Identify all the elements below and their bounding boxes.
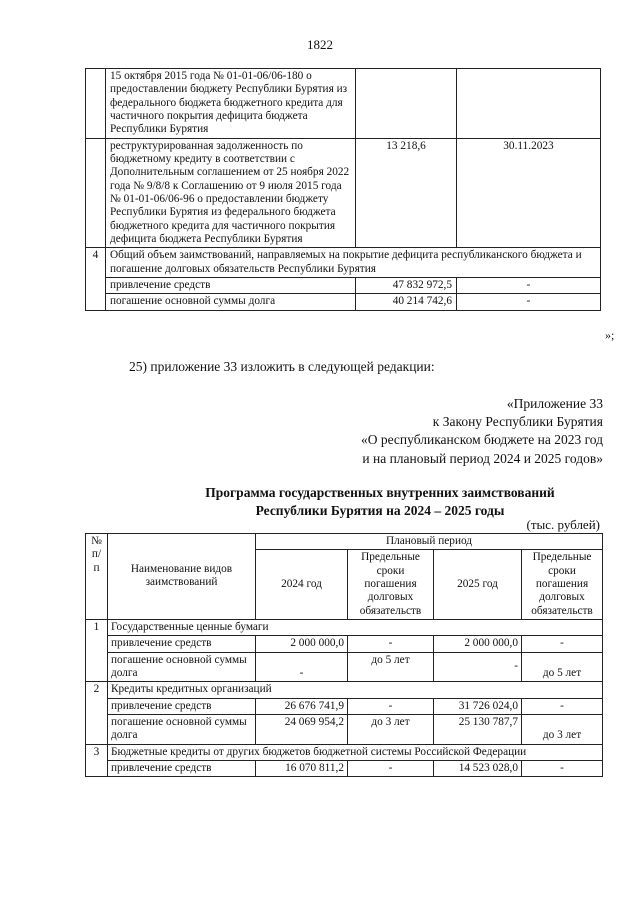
header-2025: 2025 год (434, 550, 522, 620)
amount-cell: 13 218,6 (356, 138, 457, 248)
table-row (86, 277, 601, 293)
section-title: Государственные ценные бумаги (108, 619, 603, 635)
section-row (86, 682, 603, 698)
row-description: реструктурированная задолженность по бюджетному кредиту в соответствии с Дополнительным соглашением от 25 ноября 2022 года № 9/8/8 к Соглашению от 9 июля 2015 года № 01-01-06/06-96 о предоставлении бюджету Республики Бурятия из федерального бюджета бюджетного кредита для частичного покрытия дефицита бюджета Республики Бурятия (105, 138, 355, 248)
value-2025: 14 523 028,0 (434, 760, 522, 776)
amendment-item: 25) приложение 33 изложить в следующей редакции: (129, 359, 435, 374)
row-number-cell (86, 69, 106, 139)
header-terms-2025: Предельные сроки погашения долговых обязательств (522, 550, 603, 620)
program-title-line: Республики Бурятия на 2024 – 2025 годы (255, 502, 505, 518)
table-row (86, 248, 601, 278)
terms-2024: - (348, 698, 434, 714)
header-terms-2024: Предельные сроки погашения долговых обязательств (348, 550, 434, 620)
section-title: Кредиты кредитных организаций (108, 682, 603, 698)
date-cell: - (457, 277, 601, 293)
units-label: (тыс. рублей) (526, 517, 600, 532)
date-cell (457, 69, 601, 139)
appendix-line: «Приложение 33 (506, 396, 603, 411)
terms-2024: - (348, 760, 434, 776)
row-label: погашение основной суммы долга (105, 294, 355, 310)
value-2024: 24 069 954,2 (256, 714, 348, 744)
terms-2025: - (522, 636, 603, 652)
amount-cell: 40 214 742,6 (356, 294, 457, 310)
table-row (86, 760, 603, 776)
section-number: 4 (86, 248, 106, 310)
value-2025: 31 726 024,0 (434, 698, 522, 714)
row-label: погашение основной суммы долга (108, 714, 256, 744)
row-label: привлечение средств (108, 636, 256, 652)
previous-appendix-table (85, 68, 601, 311)
terms-2025: - (522, 698, 603, 714)
section-row (86, 619, 603, 635)
row-label: погашение основной суммы долга (108, 652, 256, 682)
row-description: 15 октября 2015 года № 01-01-06/06-180 о предоставлении бюджету Республики Бурятия из федерального бюджета бюджетного кредита для частичного покрытия дефицита бюджета Республики Бурятия (105, 69, 355, 139)
table-row (86, 698, 603, 714)
row-label: привлечение средств (108, 760, 256, 776)
section-number: 2 (86, 682, 108, 744)
terms-2025: - (522, 760, 603, 776)
value-2025: 25 130 787,7 (434, 714, 522, 744)
date-cell: - (457, 294, 601, 310)
appendix-line: к Закону Республики Бурятия (432, 414, 603, 430)
terms-2025: до 5 лет (522, 652, 603, 682)
terms-2024: до 5 лет (348, 652, 434, 682)
section-number: 1 (86, 619, 108, 681)
table-row (86, 138, 601, 248)
header-2024: 2024 год (256, 550, 348, 620)
program-title (160, 484, 600, 519)
header-row (86, 534, 603, 550)
header-number: № п/п (86, 534, 108, 620)
amount-cell: 47 832 972,5 (356, 277, 457, 293)
table-row (86, 636, 603, 652)
section-row (86, 744, 603, 760)
table-row (86, 652, 603, 682)
appendix-line: «О республиканском бюджете на 2023 год (360, 432, 603, 448)
value-2024: 16 070 811,2 (256, 760, 348, 776)
appendix-heading (361, 395, 603, 468)
header-period: Плановый период (256, 534, 603, 550)
value-2024: - (256, 652, 348, 682)
terms-2024: - (348, 636, 434, 652)
table-row (86, 294, 601, 310)
header-name: Наименование видов заимствований (108, 534, 256, 620)
terms-2025: до 3 лет (522, 714, 603, 744)
table-row (86, 69, 601, 139)
value-2025: 2 000 000,0 (434, 636, 522, 652)
value-2024: 26 676 741,9 (256, 698, 348, 714)
value-2025: - (434, 652, 522, 682)
row-label: привлечение средств (105, 277, 355, 293)
page-number: 1822 (307, 37, 333, 52)
value-2024: 2 000 000,0 (256, 636, 348, 652)
date-cell: 30.11.2023 (457, 138, 601, 248)
table-row (86, 714, 603, 744)
section-title: Общий объем заимствований, направляемых на покрытие дефицита республиканского бюджета и погашение долговых обязательств Республики Бурятия (105, 248, 600, 278)
section-number: 3 (86, 744, 108, 777)
program-title-line: Программа государственных внутренних заимствований (205, 485, 555, 500)
amount-cell (356, 69, 457, 139)
section-title: Бюджетные кредиты от других бюджетов бюджетной системы Российской Федерации (108, 744, 603, 760)
closing-quote: »; (605, 328, 615, 342)
row-label: привлечение средств (108, 698, 256, 714)
terms-2024: до 3 лет (348, 714, 434, 744)
borrowing-program-table (85, 533, 603, 777)
appendix-line: и на плановый период 2024 и 2025 годов» (362, 450, 603, 466)
row-number-cell (86, 138, 106, 248)
